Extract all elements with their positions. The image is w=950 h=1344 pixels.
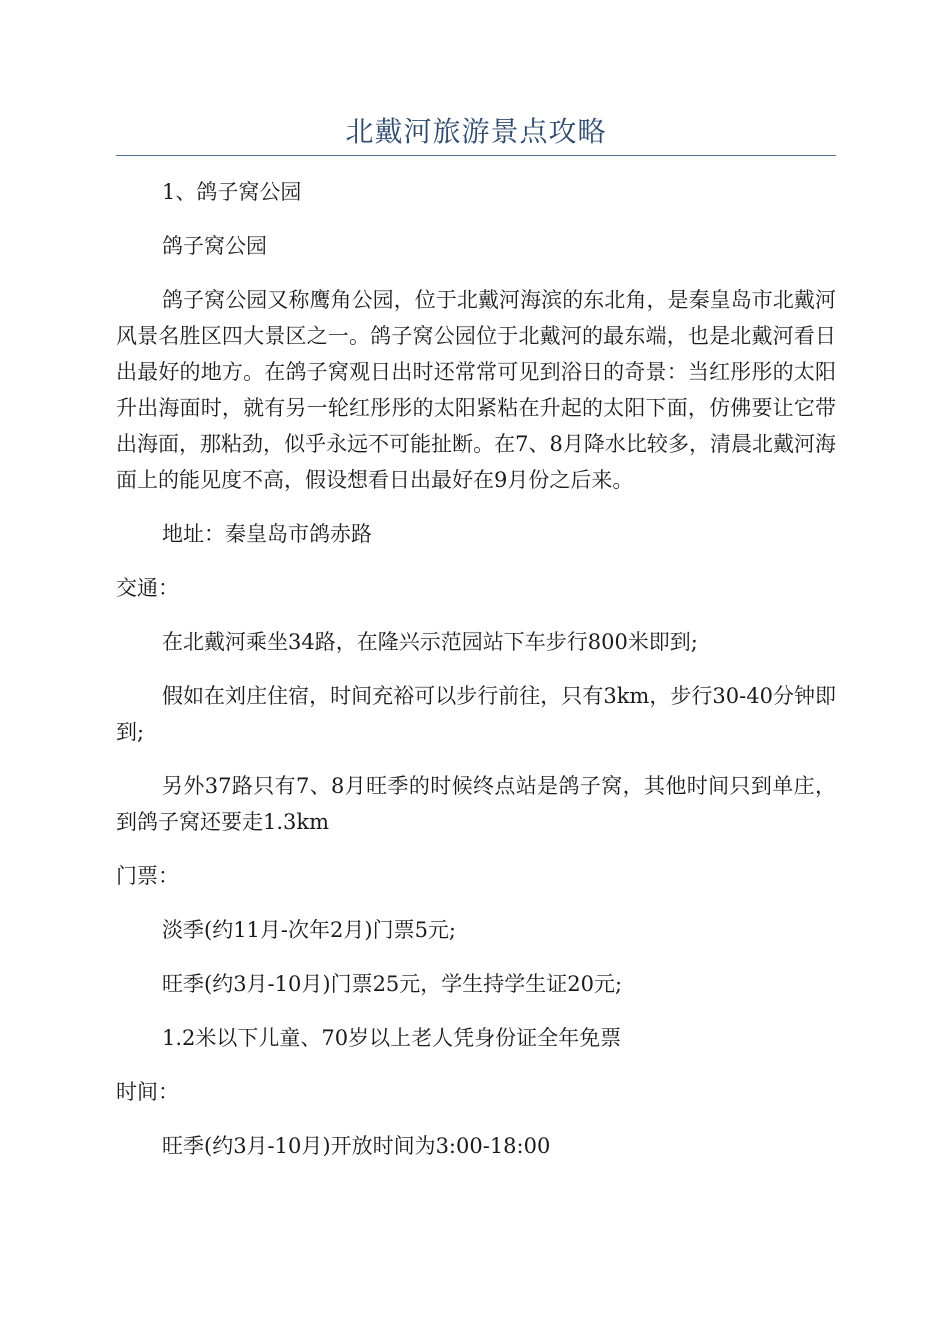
paragraph: 1、鸽子窝公园 xyxy=(162,180,302,204)
paragraph: 交通： xyxy=(116,576,179,600)
paragraph: 另外37路只有7、8月旺季的时候终点站是鸽子窝，其他时间只到单庄，到鸽子窝还要走1.3km xyxy=(116,774,836,834)
paragraph: 1.2米以下儿童、70岁以上老人凭身份证全年免票 xyxy=(162,1026,622,1050)
paragraph: 鸽子窝公园 xyxy=(162,234,267,258)
document-body xyxy=(116,174,836,1182)
paragraph: 地址：秦皇岛市鸽赤路 xyxy=(162,522,372,546)
paragraph: 淡季(约11月-次年2月)门票5元; xyxy=(162,918,456,942)
paragraph: 门票： xyxy=(116,864,179,888)
paragraph: 在北戴河乘坐34路，在隆兴示范园站下车步行800米即到; xyxy=(162,630,698,654)
paragraph: 假如在刘庄住宿，时间充裕可以步行前往，只有3km，步行30-40分钟即到; xyxy=(116,684,836,744)
title-underline xyxy=(116,155,836,156)
document-page xyxy=(116,0,836,1344)
paragraph: 旺季(约3月-10月)开放时间为3:00-18:00 xyxy=(162,1134,551,1158)
paragraph: 旺季(约3月-10月)门票25元，学生持学生证20元; xyxy=(162,972,623,996)
document-title: 北戴河旅游景点攻略 xyxy=(345,115,607,148)
paragraph: 鸽子窝公园又称鹰角公园，位于北戴河海滨的东北角，是秦皇岛市北戴河风景名胜区四大景区之一。鸽子窝公园位于北戴河的最东端，也是北戴河看日出最好的地方。在鸽子窝观日出时还常常可见到浴日的奇景：当红彤彤的太阳升出海面时，就有另一轮红彤彤的太阳紧粘在升起的太阳下面，仿佛要让它带出海面，那粘劲，似乎永远不可能扯断。在7、8月降水比较多，清晨北戴河海面上的能见度不高，假设想看日出最好在9月份之后来。 xyxy=(116,288,836,492)
paragraph: 时间： xyxy=(116,1080,179,1104)
